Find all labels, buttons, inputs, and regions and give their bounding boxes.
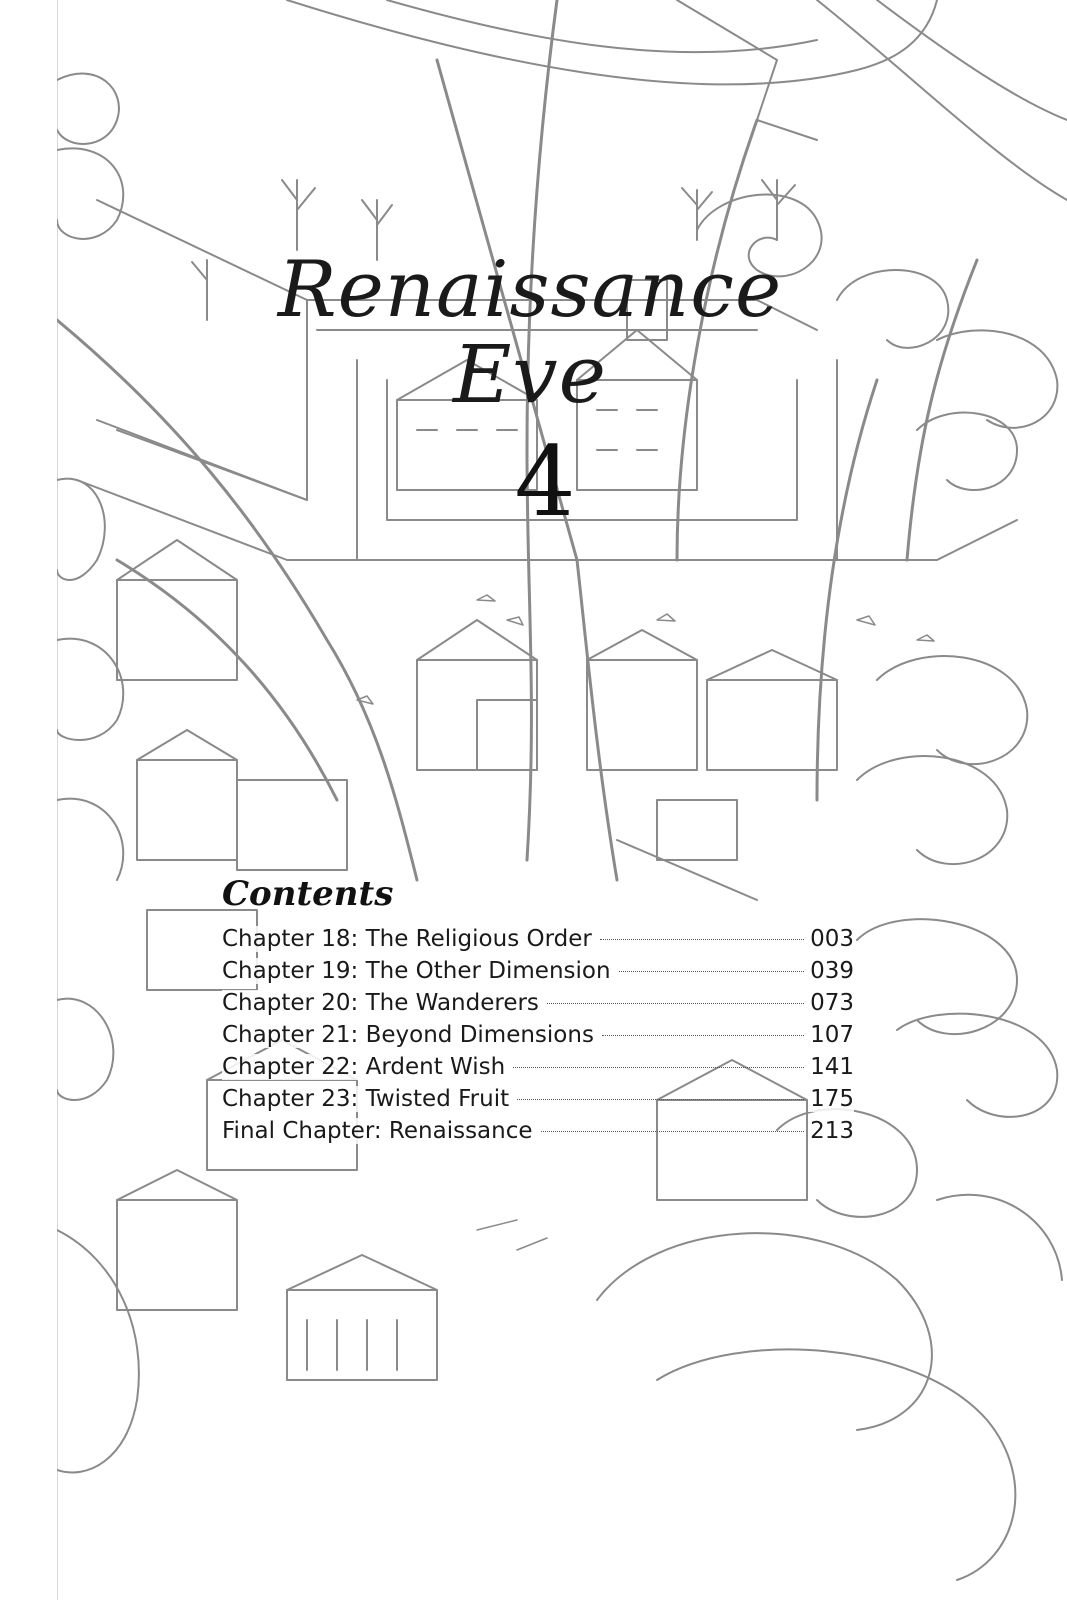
toc-entry <box>222 1086 854 1118</box>
toc-entry-title: Chapter 18: The Religious Order <box>222 926 596 952</box>
book-title-line-2: Eve <box>453 328 607 421</box>
toc-entry-page: 003 <box>810 926 854 952</box>
swirl-clouds-right <box>597 0 1067 1580</box>
toc-entry-title: Chapter 19: The Other Dimension <box>222 958 615 984</box>
toc-entry-title: Final Chapter: Renaissance <box>222 1118 537 1144</box>
toc-entry-page: 039 <box>810 958 854 984</box>
contents-heading: Contents <box>222 874 394 914</box>
toc-entry-title: Chapter 23: Twisted Fruit <box>222 1086 513 1112</box>
toc-dot-leader <box>517 1099 804 1100</box>
toc-entry <box>222 958 854 990</box>
book-title-line-1: Renaissance <box>277 245 783 335</box>
ruined-city-illustration <box>57 0 1067 1600</box>
page-margin <box>0 0 58 1600</box>
volume-number: 4 <box>514 426 576 538</box>
toc-dot-leader <box>547 1003 804 1004</box>
toc-entry-page: 073 <box>810 990 854 1016</box>
toc-entry <box>222 1054 854 1086</box>
toc-dot-leader <box>600 939 804 940</box>
toc-entry <box>222 926 854 958</box>
toc-entry-title: Chapter 22: Ardent Wish <box>222 1054 509 1080</box>
toc-entry-page: 175 <box>810 1086 854 1112</box>
toc-entry <box>222 1118 854 1150</box>
toc-entry-page: 107 <box>810 1022 854 1048</box>
toc-entry-page: 213 <box>810 1118 854 1144</box>
rubble <box>357 595 934 1250</box>
toc-dot-leader <box>513 1067 804 1068</box>
top-ribbon <box>287 0 937 140</box>
table-of-contents <box>222 926 854 1150</box>
toc-entry-title: Chapter 20: The Wanderers <box>222 990 543 1016</box>
toc-entry-title: Chapter 21: Beyond Dimensions <box>222 1022 598 1048</box>
toc-dot-leader <box>541 1131 805 1132</box>
toc-entry <box>222 990 854 1022</box>
toc-dot-leader <box>619 971 805 972</box>
toc-entry <box>222 1022 854 1054</box>
toc-dot-leader <box>602 1035 804 1036</box>
toc-entry-page: 141 <box>810 1054 854 1080</box>
swirl-clouds-left <box>57 74 139 1473</box>
